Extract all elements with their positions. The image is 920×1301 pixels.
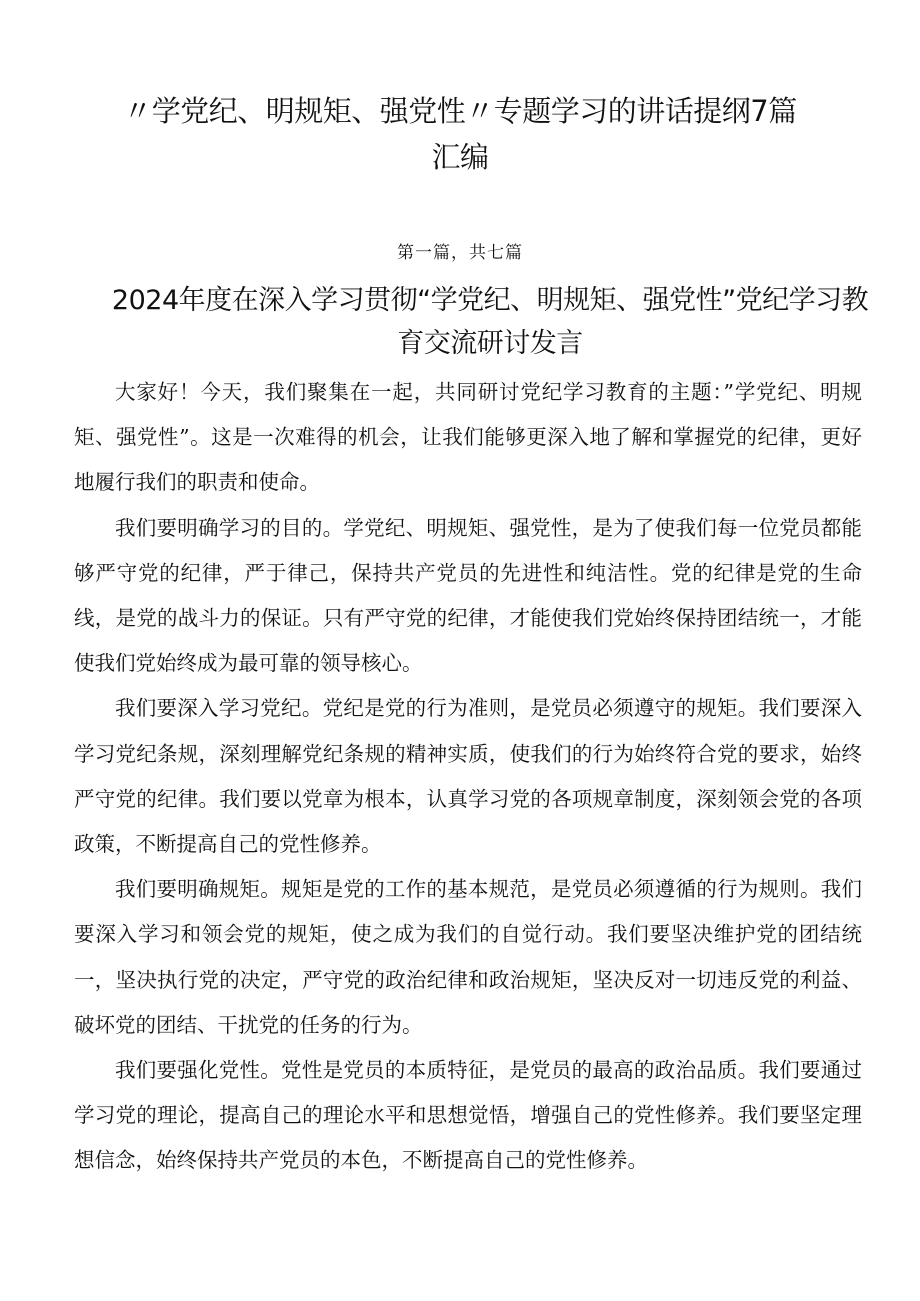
paragraph: 我们要明确规矩。规矩是党的工作的基本规范，是党员必须遵循的行为规则。我们要深入学习和领会党的规矩，使之成为我们的自觉行动。我们要坚决维护党的团结统一，坚决执行党的决定，严守党的政治纪律和政治规矩，坚决反对一切违反党的利益、破坏党的团结、干扰党的任务的行为。 (74, 877, 862, 1037)
paragraph: 大家好！今天，我们聚集在一起，共同研讨党纪学习教育的主题：”学党纪、明规矩、强党性”。这是一次难得的机会，让我们能够更深入地了解和掌握党的纪律，更好地履行我们的职责和使命。 (74, 380, 862, 495)
paragraph: 我们要强化党性。党性是党员的本质特征，是党员的最高的政治品质。我们要通过学习党的理论，提高自己的理论水平和思想觉悟，增强自己的党性修养。我们要坚定理想信念，始终保持共产党员的本色，不断提高自己的党性修养。 (74, 1058, 862, 1173)
paragraph: 我们要深入学习党纪。党纪是党的行为准则，是党员必须遵守的规矩。我们要深入学习党纪条规，深刻理解党纪条规的精神实质，使我们的行为始终符合党的要求，始终严守党的纪律。我们要以党章为根本，认真学习党的各项规章制度，深刻领会党的各项政策，不断提高自己的党性修养。 (74, 696, 862, 857)
part-label: 第一篇，共七篇 (397, 243, 523, 263)
document-body (74, 370, 862, 1184)
document-title: 〃学党纪、明规矩、强党性〃专题学习的讲话提纲7篇汇编 (123, 94, 797, 174)
section-title: 2024年度在深入学习贯彻“学党纪、明规矩、强党性”党纪学习教育交流研讨发言 (111, 285, 869, 359)
paragraph: 我们要明确学习的目的。学党纪、明规矩、强党性，是为了使我们每一位党员都能够严守党的纪律，严于律己，保持共产党员的先进性和纯洁性。党的纪律是党的生命线，是党的战斗力的保证。只有严守党的纪律，才能使我们党始终保持团结统一，才能使我们党始终成为最可靠的领导核心。 (74, 515, 862, 676)
